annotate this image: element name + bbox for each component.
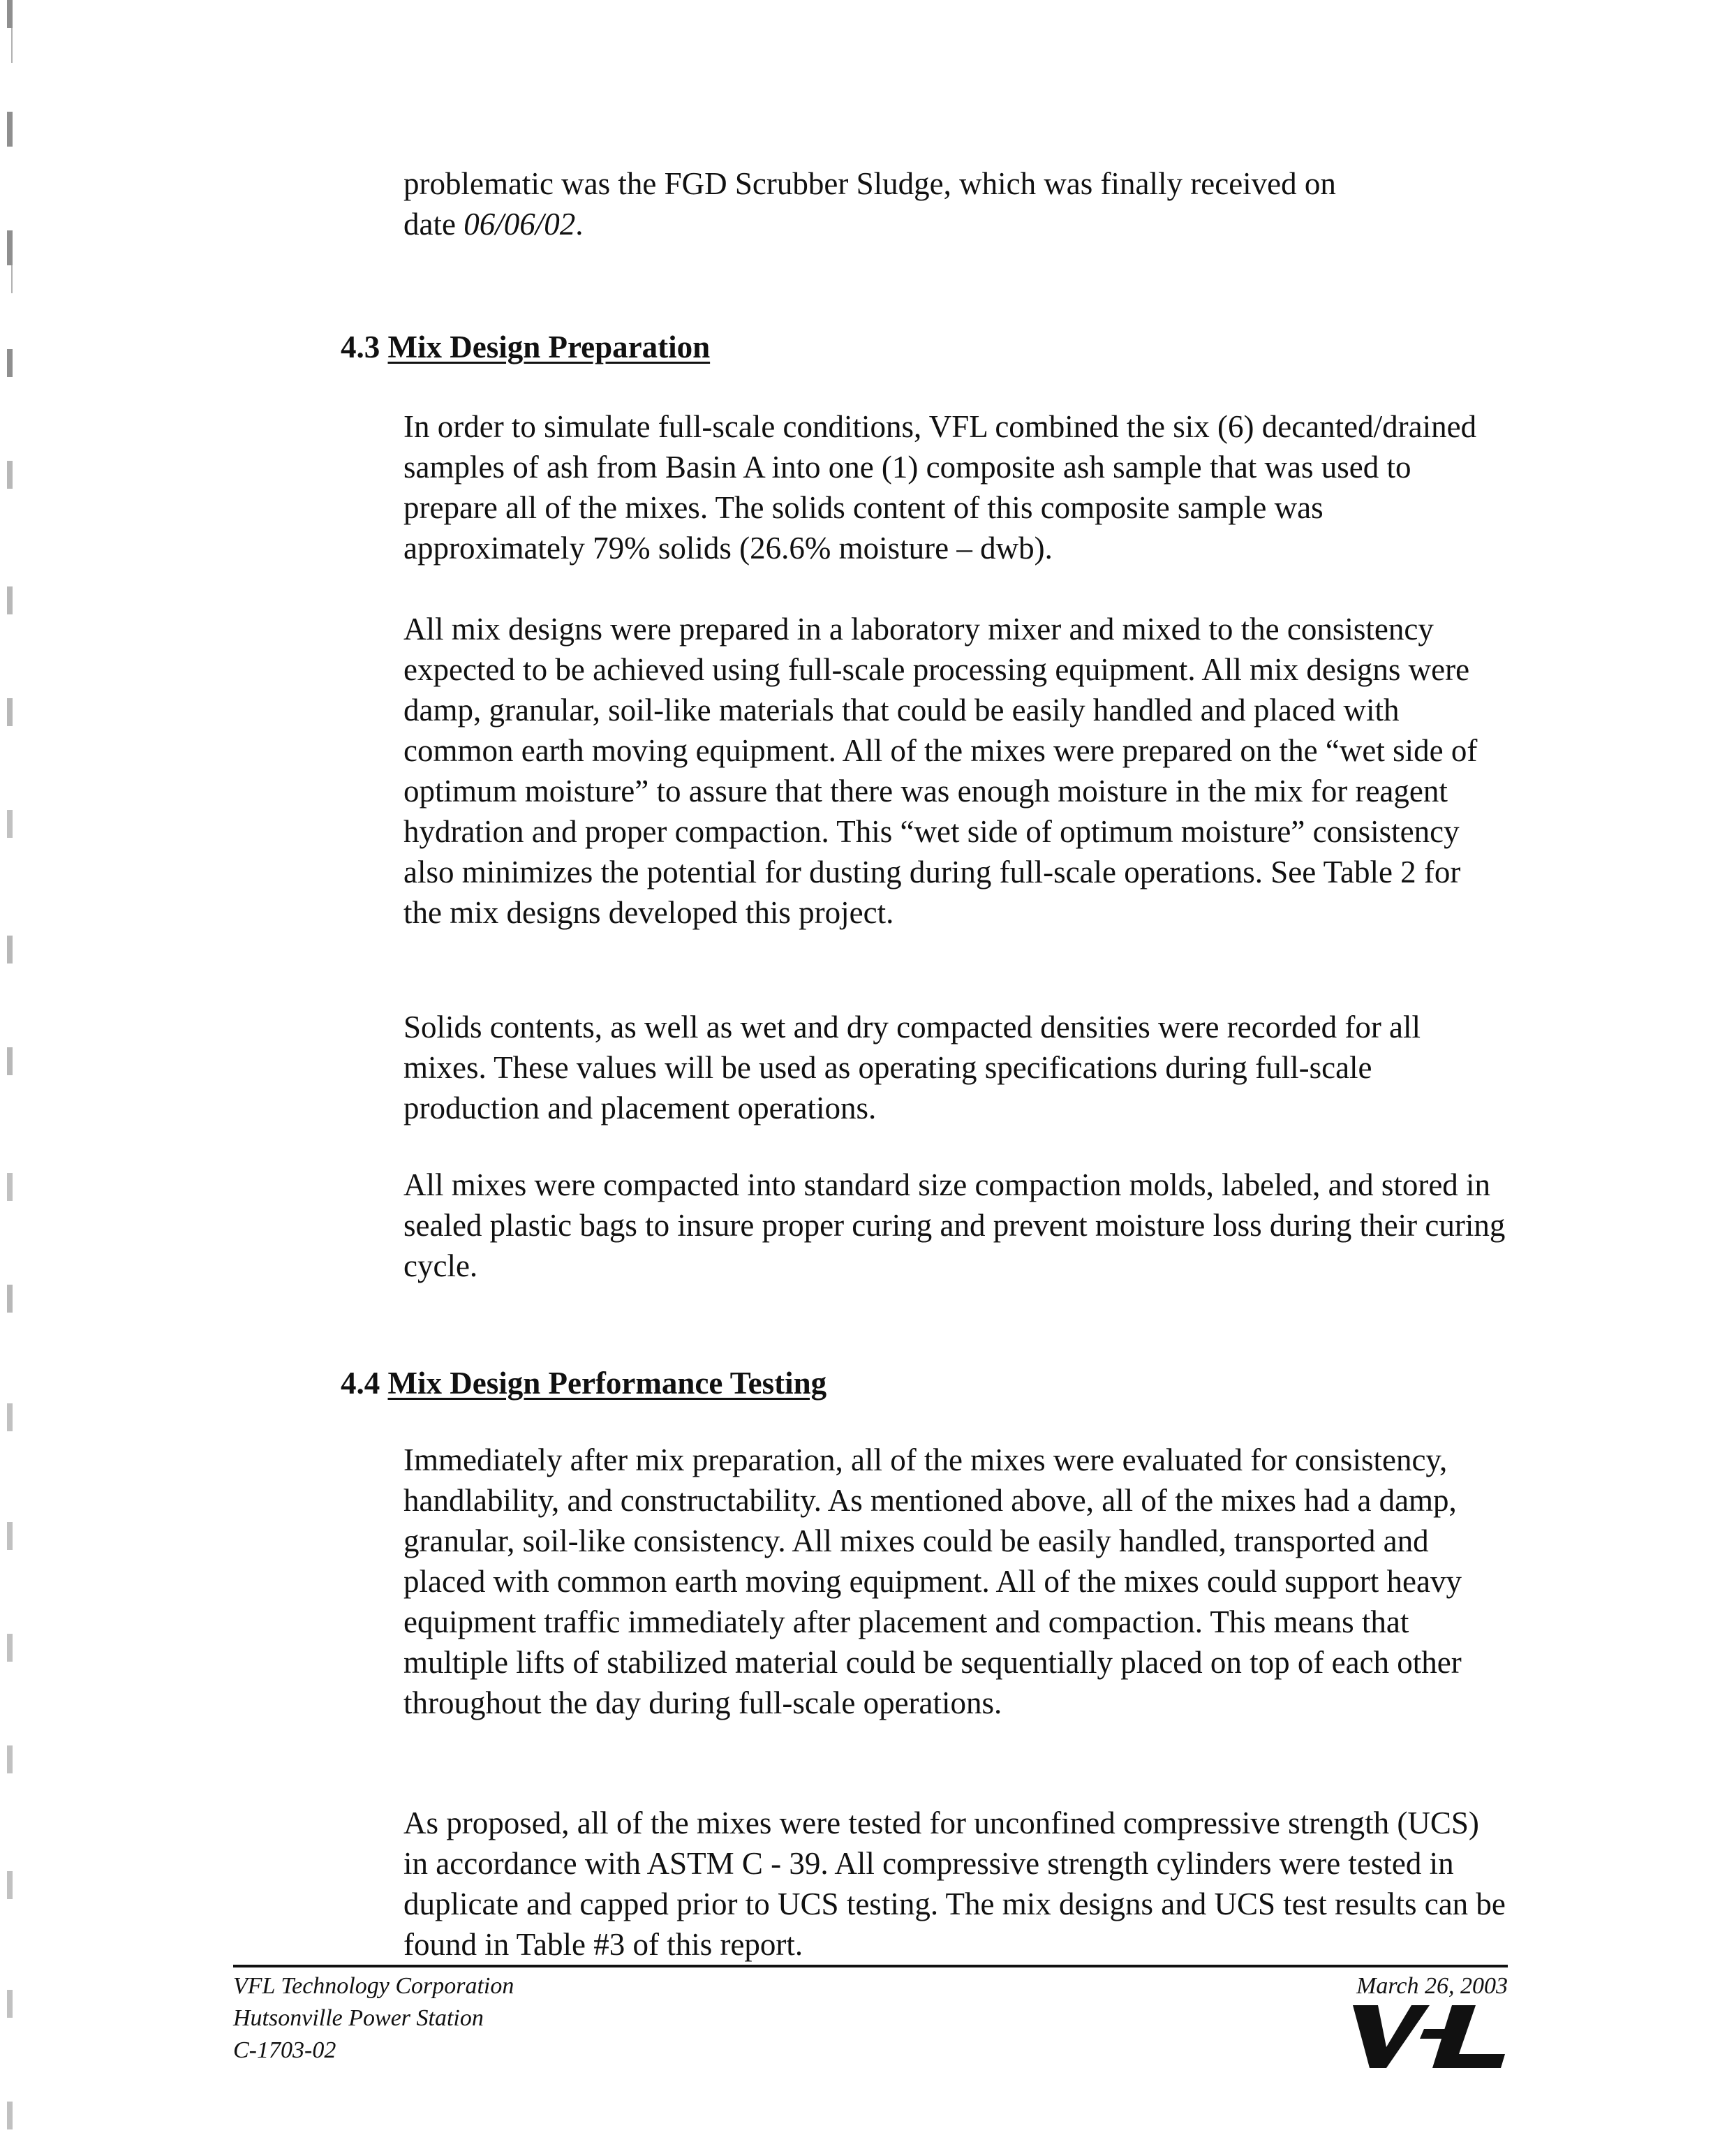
scan-mark xyxy=(7,586,13,614)
scan-mark xyxy=(7,461,13,489)
logo-letter-v xyxy=(1353,2005,1430,2068)
section-heading-4-4 xyxy=(341,1363,826,1403)
scan-mark xyxy=(7,1745,13,1773)
footer-date: March 26, 2003 xyxy=(1356,1973,1508,1999)
scan-mark xyxy=(7,0,13,28)
vfl-logo xyxy=(1347,2001,1508,2071)
section-title: Mix Design Preparation xyxy=(387,330,711,364)
footer-company: VFL Technology Corporation xyxy=(233,1973,514,1999)
scan-mark xyxy=(7,1634,13,1662)
scan-mark xyxy=(7,349,13,377)
footer-site: Hutsonville Power Station xyxy=(233,2005,484,2031)
logo-letter-l xyxy=(1432,2005,1505,2068)
scan-mark xyxy=(7,698,13,726)
intro-paragraph xyxy=(403,163,1506,244)
scan-mark xyxy=(7,1403,13,1431)
section-number: 4.4 xyxy=(341,1366,380,1401)
scan-mark xyxy=(7,810,13,838)
scan-mark xyxy=(7,1173,13,1201)
scan-mark xyxy=(7,936,13,963)
paragraph-4-4-1: Immediately after mix preparation, all of the mixes were evaluated for consistency, handlability, and constructability. As mentioned above, all of the mixes had a damp, granular, soil-like consistency. All mixes could be easily handled, transported and placed with common earth moving equipment. All of the mixes could support heavy equipment traffic immediately after placement and compaction. This means that multiple lifts of stabilized material could be sequentially placed on top of each other throughout the day during full-scale operations. xyxy=(403,1442,1462,1720)
scan-mark xyxy=(7,2102,13,2129)
footer-info xyxy=(233,1970,514,2067)
paragraph-4-3-4: All mixes were compacted into standard size compaction molds, labeled, and stored in sealed plastic bags to insure proper curing and prevent moisture loss during their curing cycle. xyxy=(403,1167,1506,1283)
scan-mark xyxy=(7,112,13,147)
footer-rule xyxy=(233,1965,1508,1967)
scan-mark xyxy=(7,1990,13,2018)
paragraph-4-3-1: In order to simulate full-scale conditions, VFL combined the six (6) decanted/drained samples of ash from Basin A into one (1) composite ash sample that was used to prepare all of the mixes. The solids content of this composite sample was approximately 79% solids (26.6% moisture – dwb). xyxy=(403,409,1477,566)
footer-doc-number: C-1703-02 xyxy=(233,2037,336,2063)
scan-mark xyxy=(7,1522,13,1550)
intro-date: 06/06/02 xyxy=(464,207,576,242)
paragraph-4-3-3: Solids contents, as well as wet and dry compacted densities were recorded for all mixes. These values will be used as operating specifications during full-scale production and placement operations. xyxy=(403,1010,1421,1125)
paragraph-4-3-2: All mix designs were prepared in a laboratory mixer and mixed to the consistency expected to be achieved using full-scale processing equipment. All mix designs were damp, granular, soil-like materials that could be easily handled and placed with common earth moving equipment. All of the mixes were prepared on the “wet side of optimum moisture” to assure that there was enough moisture in the mix for reagent hydration and proper compaction. This “wet side of optimum moisture” consistency also minimizes the potential for dusting during full-scale operations. See Table 2 for the mix designs developed this project. xyxy=(403,612,1478,930)
section-heading-4-3 xyxy=(341,327,710,367)
scan-mark xyxy=(7,1285,13,1313)
intro-date-suffix: . xyxy=(575,207,584,242)
scan-mark xyxy=(7,230,13,265)
paragraph-4-4-2: As proposed, all of the mixes were tested for unconfined compressive strength (UCS) in accordance with ASTM C - 39. All compressive strength cylinders were tested in duplicate and capped prior to UCS testing. The mix designs and UCS test results can be found in Table #3 of this report. xyxy=(403,1806,1506,1962)
scan-mark xyxy=(7,1871,13,1899)
intro-line: problematic was the FGD Scrubber Sludge, which was finally received on xyxy=(403,166,1336,201)
scan-mark xyxy=(7,1047,13,1075)
intro-date-prefix: date xyxy=(403,207,464,242)
section-title: Mix Design Performance Testing xyxy=(387,1366,827,1401)
section-number: 4.3 xyxy=(341,330,380,364)
scan-line xyxy=(11,28,13,63)
scan-line xyxy=(11,265,13,293)
